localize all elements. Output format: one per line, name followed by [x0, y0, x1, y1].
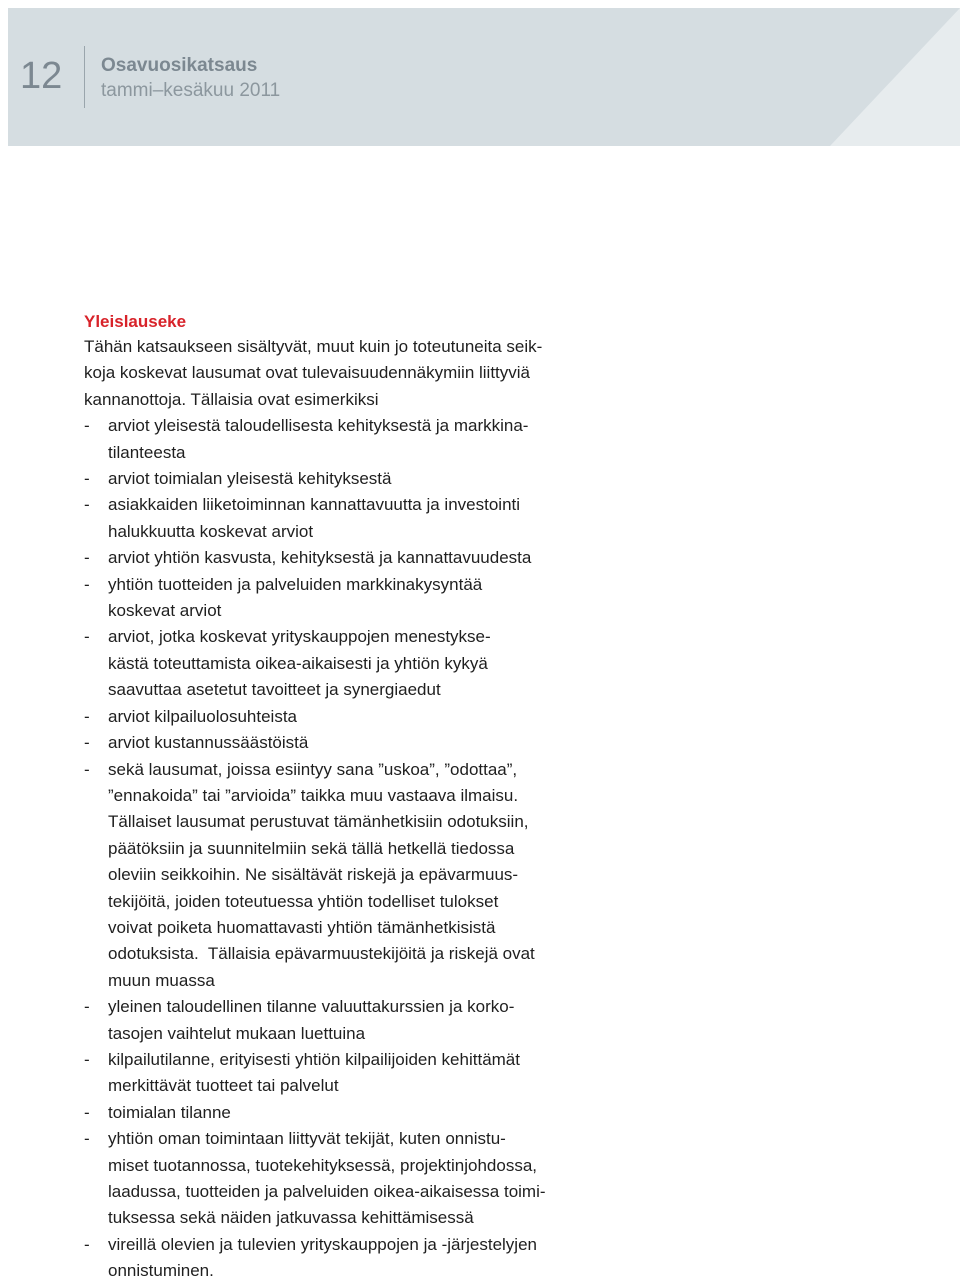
list-item-line: muun muassa: [108, 970, 215, 990]
intro-line: koja koskevat lausumat ovat tulevaisuudennäkymiin liittyviä: [84, 363, 531, 383]
list-bullet-dash: -: [84, 1049, 90, 1069]
list-item: [84, 994, 644, 1047]
list-item: [84, 492, 644, 545]
list-bullet-dash: -: [84, 733, 90, 753]
list-item: [84, 1126, 644, 1232]
list-bullet-dash: -: [84, 759, 90, 779]
list-item-line: tilanteesta: [108, 442, 186, 462]
list-item-line: merkittävät tuotteet tai palvelut: [108, 1076, 339, 1096]
list-item: [84, 466, 644, 492]
report-period: tammi–kesäkuu 2011: [101, 80, 281, 101]
list-item-line: kästä toteuttamista oikea-aikaisesti ja yhtiön kykyä: [108, 653, 488, 673]
intro-line: kannanottoja. Tällaisia ovat esimerkiksi: [84, 389, 379, 409]
list-item: [84, 624, 644, 703]
list-item-line: vireillä olevien ja tulevien yrityskauppojen ja -järjestelyjen: [108, 1234, 537, 1254]
list-item-line: asiakkaiden liiketoiminnan kannattavuutta ja investointi: [108, 495, 521, 515]
intro-line: Tähän katsaukseen sisältyvät, muut kuin jo toteutuneita seik-: [84, 337, 543, 356]
examples-list: [84, 413, 644, 994]
list-item-line: laadussa, tuotteiden ja palveluiden oikea-aikaisessa toimi-: [108, 1182, 546, 1201]
intro-paragraph: [84, 334, 644, 413]
list-item-line: arviot yleisestä taloudellisesta kehityksestä ja markkina-: [108, 416, 529, 436]
list-item-line: tekijöitä, joiden toteutuessa yhtiön todelliset tulokset: [108, 891, 499, 911]
list-item-line: halukkuutta koskevat arviot: [108, 521, 314, 541]
list-item-line: saavuttaa asetetut tavoitteet ja synergiaedut: [108, 680, 441, 700]
disclaimer-section: [84, 310, 644, 1285]
list-bullet-dash: -: [84, 997, 90, 1017]
list-item-line: tasojen vaihtelut mukaan luettuina: [108, 1023, 366, 1043]
list-item-line: yhtiön oman toimintaan liittyvät tekijät, kuten onnistu-: [108, 1129, 506, 1149]
list-item-line: oleviin seikkoihin. Ne sisältävät riskejä ja epävarmuus-: [108, 865, 519, 885]
report-title: Osavuosikatsaus: [101, 55, 258, 76]
list-item-line: arviot toimialan yleisestä kehityksestä: [108, 469, 392, 489]
header-divider: [84, 46, 85, 108]
list-item-line: yhtiön tuotteiden ja palveluiden markkinakysyntää: [108, 574, 483, 594]
list-bullet-dash: -: [84, 1102, 90, 1122]
list-item: [84, 1047, 644, 1100]
list-item-line: ”ennakoida” tai ”arvioida” taikka muu vastaava ilmaisu.: [108, 785, 519, 805]
list-item-line: päätöksiin ja suunnitelmiin sekä tällä hetkellä tiedossa: [108, 838, 515, 858]
list-item-line: onnistuminen.: [108, 1261, 214, 1281]
list-item-line: arviot, jotka koskevat yrityskauppojen menestykse-: [108, 627, 491, 647]
list-item-line: arviot kilpailuolosuhteista: [108, 706, 297, 726]
list-item-line: odotuksista. Tällaisia epävarmuustekijöitä ja riskejä ovat: [108, 944, 535, 964]
list-item-line: sekä lausumat, joissa esiintyy sana ”uskoa”, ”odottaa”,: [108, 759, 518, 779]
list-bullet-dash: -: [84, 469, 90, 489]
list-bullet-dash: -: [84, 416, 90, 436]
list-bullet-dash: -: [84, 706, 90, 726]
list-item: [84, 757, 644, 995]
list-bullet-dash: -: [84, 495, 90, 515]
list-item: [84, 730, 644, 756]
list-bullet-dash: -: [84, 1129, 90, 1149]
list-item-line: koskevat arviot: [108, 601, 222, 621]
list-item: [84, 704, 644, 730]
list-item-line: Tällaiset lausumat perustuvat tämänhetkisiin odotuksiin,: [108, 812, 529, 832]
list-item-line: kilpailutilanne, erityisesti yhtiön kilpailijoiden kehittämät: [108, 1049, 520, 1069]
risks-list: [84, 994, 644, 1284]
list-item: [84, 1232, 644, 1285]
list-item-line: arviot kustannussäästöistä: [108, 733, 309, 753]
list-bullet-dash: -: [84, 1234, 90, 1254]
list-bullet-dash: -: [84, 574, 90, 594]
list-item: [84, 545, 644, 571]
list-item-line: tuksessa sekä näiden jatkuvassa kehittämisessä: [108, 1208, 474, 1228]
list-bullet-dash: -: [84, 548, 90, 568]
list-item: [84, 572, 644, 625]
list-item: [84, 413, 644, 466]
section-heading: Yleislauseke: [84, 312, 187, 331]
list-item-line: arviot yhtiön kasvusta, kehityksestä ja kannattavuudesta: [108, 548, 532, 568]
page-number: 12: [20, 55, 63, 97]
list-bullet-dash: -: [84, 627, 90, 647]
list-item-line: voivat poiketa huomattavasti yhtiön tämänhetkisistä: [108, 917, 496, 937]
list-item: [84, 1100, 644, 1126]
list-item-line: miset tuotannossa, tuotekehityksessä, projektinjohdossa,: [108, 1155, 538, 1175]
list-item-line: toimialan tilanne: [108, 1102, 231, 1122]
list-item-line: yleinen taloudellinen tilanne valuuttakurssien ja korko-: [108, 997, 515, 1017]
